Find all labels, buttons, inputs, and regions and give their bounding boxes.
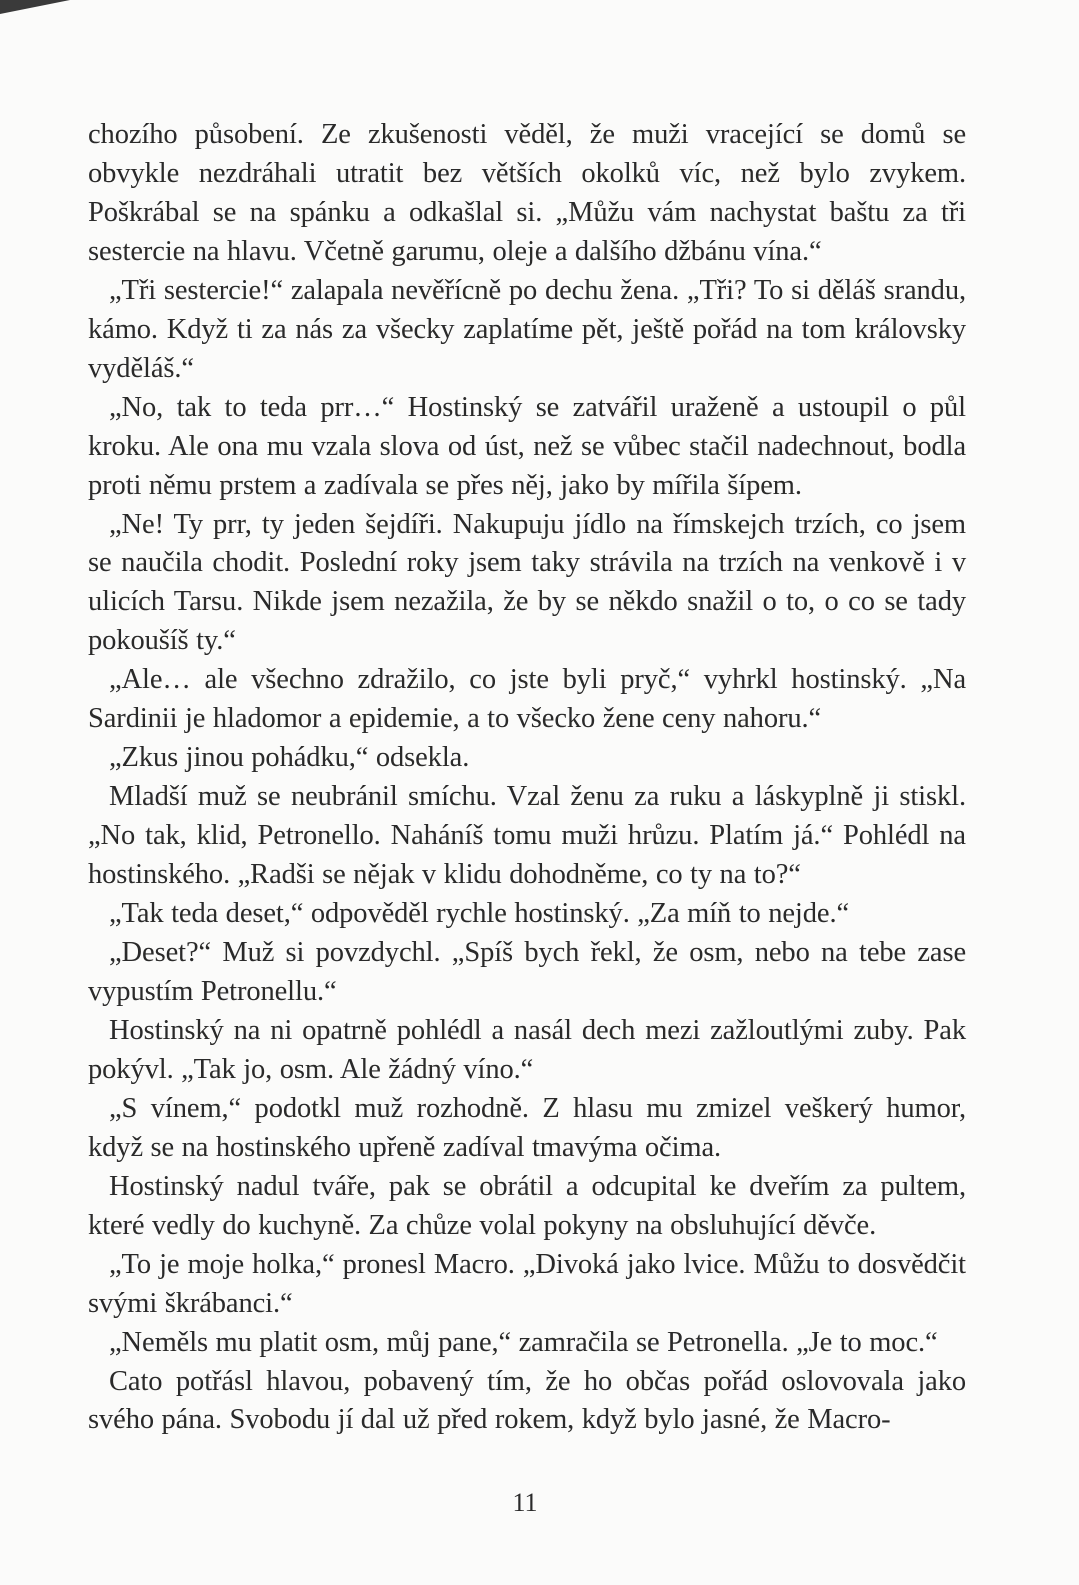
paragraph-11: „S vínem,“ podotkl muž rozhodně. Z hlasu mu zmizel veškerý humor, když se na hostinského upřeně zadíval tmavýma očima.	[88, 1092, 966, 1163]
paragraph-12: Hostinský nadul tváře, pak se obrátil a odcupital ke dveřím za pultem, které vedly do kuchyně. Za chůze volal pokyny na obsluhující děvče.	[88, 1170, 966, 1241]
paragraph-7: Mladší muž se neubránil smíchu. Vzal ženu za ruku a láskyplně ji stiskl. „No tak, klid, Petronello. Naháníš tomu muži hrůzu. Platím já.“ Pohlédl na hostinského. „Radši se nějak v klidu dohodněme, co ty na to?“	[88, 781, 966, 891]
paragraph-9: „Deset?“ Muž si povzdychl. „Spíš bych řekl, že osm, nebo na tebe zase vypustím Petronellu.“	[88, 937, 966, 1007]
paragraph-3: „No, tak to teda prr…“ Hostinský se zatvářil uraženě a ustoupil o půl kroku. Ale ona mu vzala slova od úst, než se vůbec stačil nadechnout, bodla proti němu prstem a zadívala se přes něj, jako by mířila šípem.	[88, 391, 966, 501]
paragraph-15: Cato potřásl hlavou, pobavený tím, že ho občas pořád oslovovala jako svého pána. Svobodu jí dal už před rokem, když bylo jasné, že Macro-	[88, 1365, 966, 1436]
paragraph-8: „Tak teda deset,“ odpověděl rychle hostinský. „Za míň to nejde.“	[109, 898, 850, 930]
paragraph-2: „Tři sestercie!“ zalapala nevěřícně po dechu žena. „Tři? To si děláš srandu, kámo. Když ti za nás za všecky zaplatíme pět, ještě pořád na tom královsky vyděláš.“	[88, 274, 966, 384]
paragraph-14: „Neměls mu platit osm, můj pane,“ zamračila se Petronella. „Je to moc.“	[109, 1326, 938, 1358]
paragraph-13: „To je moje holka,“ pronesl Macro. „Divoká jako lvice. Můžu to dosvědčit svými škrábanci.“	[88, 1248, 966, 1319]
paragraph-10: Hostinský na ni opatrně pohlédl a nasál dech mezi zažloutlými zuby. Pak pokývl. „Tak jo, osm. Ale žádný víno.“	[88, 1014, 966, 1085]
paragraph-6: „Zkus jinou pohádku,“ odsekla.	[109, 742, 470, 774]
page-number: 11	[512, 1488, 538, 1517]
paragraph-4: „Ne! Ty prr, ty jeden šejdíři. Nakupuju jídlo na římskejch trzích, co jsem se naučila chodit. Poslední roky jsem taky strávila na trzích na venkově i v ulicích Tarsu. Nikde jsem nezažila, že by se někdo snažil o to, o co se tady pokoušíš ty.“	[88, 508, 966, 657]
paragraph-5: „Ale… ale všechno zdražilo, co jste byli pryč,“ vyhrkl hostinský. „Na Sardinii je hladomor a epidemie, a to všecko žene ceny nahoru.“	[88, 664, 966, 735]
page-corner-mark	[0, 0, 70, 14]
paragraph-1: chozího působení. Ze zkušenosti věděl, že muži vracející se domů se obvykle nezdráhali utratit bez větších okolků víc, než bylo zvykem. Poškrábal se na spánku a odkašlal si. „Můžu vám nachystat baštu za tři sestercie na hlavu. Včetně garumu, oleje a dalšího džbánu vína.“	[88, 119, 966, 267]
body-text	[88, 116, 966, 1440]
